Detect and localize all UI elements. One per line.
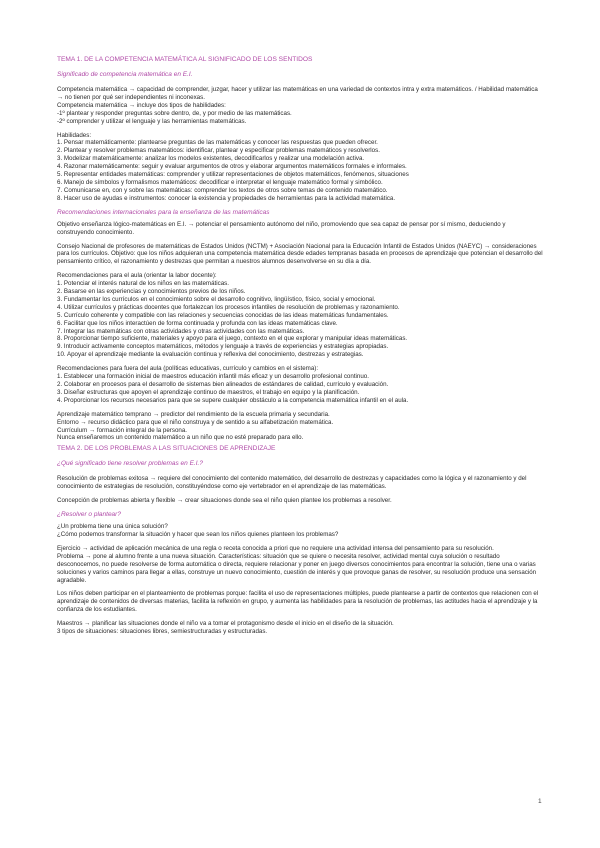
resolucion-paragraph: Resolución de problemas exitosa → requiere del conocimiento del contenido matemático, del desarrollo de destrezas y capacidades como la lógica y el razonamiento y del conocimiento de estrategias de resolución, constituyéndose como eje vertebrador en el aprendizaje de las matemáticas. bbox=[57, 475, 527, 491]
list-item: 5. Representar entidades matemáticas: comprender y utilizar representaciones de objetos matemáticos, fenómenos, situaciones bbox=[57, 171, 409, 179]
aula-title: Recomendaciones para el aula (orientar la labor docente): bbox=[57, 272, 217, 280]
list-item: 1. Establecer una formación inicial de maestros educación infantil más eficaz y un desarrollo profesional continuo. bbox=[57, 373, 369, 381]
list-item: 7. Integrar las matemáticas con otras actividades y otras actividades con las matemáticas. bbox=[57, 327, 305, 335]
resumen-line: Currículum → formación integral de la persona. bbox=[57, 426, 187, 434]
list-item: 4. Utilizar currículos y prácticas docentes que fortalezcan los procesos infantiles de resolución de problemas y razonamiento. bbox=[57, 303, 400, 311]
list-item: 3. Diseñar estructuras que apoyen el aprendizaje continuo de maestros, el trabajo en equipo y la planificación. bbox=[57, 388, 360, 396]
question-line: ¿Cómo podemos transformar la situación y hacer que sean los niños quienes planteen los problemas? bbox=[57, 530, 339, 538]
resumen-line: Nunca enseñaremos un contenido matemático a un niño que no esté preparado para ello. bbox=[57, 434, 304, 442]
list-item: 5. Currículo coherente y compatible con las relaciones y secuencias conocidas de las ideas matemáticas fundamentales. bbox=[57, 311, 389, 319]
resolver-subtitle: ¿Resolver o plantear? bbox=[57, 511, 121, 519]
intro-line: -2º comprender y utilizar el lenguaje y las herramientas matemáticas. bbox=[57, 117, 247, 125]
resumen-line: Aprendizaje matemático temprano → predictor del rendimiento de la escuela primaria y secundaria. bbox=[57, 410, 330, 418]
maestros-line: 3 tipos de situaciones: situaciones libres, semiestructuradas y estructuradas. bbox=[57, 628, 268, 636]
objetivo-paragraph: Objetivo enseñanza lógico-matemáticas en E.I. → potenciar el pensamiento autónomo del niño, promoviendo que sea capaz de pensar por sí mismo, deduciendo y construyendo conocimiento. bbox=[57, 220, 506, 236]
tema1-subtitle: Significado de competencia matemática en E.I. bbox=[57, 71, 193, 78]
problema-paragraph: Problema → pone al alumno frente a una nueva situación. Características: situación que se quiere o necesita resolver, actividad mental cuya solución o resultado desconocemos, no puede resolverse de forma automática o directa, requiere relacionar y poner en juego diversos conocimientos para encontrar la solución, tiene una o varias soluciones y varios caminos para llegar a ellas, construye un nuevo conocimiento, cuestión de interés y que provoque ganas de resolver, su resolución produce una sensación agradable. bbox=[57, 552, 537, 584]
list-item: 3. Modelizar matemáticamente: analizar los modelos existentes, decodificarlos y realizar una modelación activa. bbox=[57, 155, 365, 163]
intro-line: -1º plantear y responder preguntas sobre dentro, de, y por medio de las matemáticas. bbox=[57, 109, 292, 117]
list-item: 1. Potenciar el interés natural de los niños en las matemáticas. bbox=[57, 280, 229, 288]
list-item: 3. Fundamentar los currículos en el conocimiento sobre el desarrollo cognitivo, lingüístico, físico, social y emocional. bbox=[57, 295, 376, 303]
list-item: 4. Razonar matemáticamente: seguir y evaluar argumentos de otros y elaborar argumentos matemáticos formales e informales. bbox=[57, 163, 407, 171]
resumen-line: Entorno → recurso didáctico para que el niño construya y de sentido a su alfabetización matemática. bbox=[57, 418, 334, 426]
list-item: 8. Proporcionar tiempo suficiente, materiales y apoyo para el juego, contexto en el que explorar y manipular ideas matemáticas. bbox=[57, 335, 408, 343]
tema2-subtitle: ¿Qué significado tiene resolver problemas en E.I.? bbox=[57, 460, 203, 468]
document-page bbox=[57, 56, 543, 636]
recomendaciones-subtitle: Recomendaciones internacionales para la enseñanza de las matemáticas bbox=[57, 208, 270, 216]
list-item: 2. Plantear y resolver problemas matemáticos: identificar, plantear y especificar problemas matemáticos y resolverlos. bbox=[57, 147, 380, 155]
list-item: 8. Hacer uso de ayudas e instrumentos: conocer la existencia y propiedades de herramientas para la actividad matemática. bbox=[57, 194, 396, 202]
list-item: 7. Comunicarse en, con y sobre las matemáticas: comprender los textos de otros sobre temas de contenido matemático. bbox=[57, 186, 388, 194]
list-item: 6. Manejo de símbolos y formalismos matemáticos: decodificar e interpretar el lenguaje matemático formal y simbólico. bbox=[57, 178, 383, 186]
list-item: 4. Proporcionar los recursos necesarios para que se supere cualquier obstáculo a la competencia matemática infantil en el aula. bbox=[57, 396, 409, 404]
list-item: 10. Apoyar el aprendizaje mediante la evaluación continua y reflexiva del conocimiento, destrezas y estrategias. bbox=[57, 351, 364, 359]
fuera-title: Recomendaciones para fuera del aula (políticas educativas, currículo y cambios en el sistema): bbox=[57, 365, 319, 373]
list-item: 1. Pensar matemáticamente: plantearse preguntas de las matemáticas y conocer las respuestas que pueden ofrecer. bbox=[57, 139, 378, 147]
habilidades-title: Habilidades: bbox=[57, 131, 92, 139]
consejo-paragraph: Consejo Nacional de profesores de matemáticas de Estados Unidos (NCTM) + Asociación Nacional para la Educación Infantil de Estados Unidos (NAEYC) → consideraciones para los currículos. Objetivo: que los niños adquieran una competencia matemática desde edades tempranas basada en procesos de aprendizaje que potencian el desarrollo del pensamiento crítico, el razonamiento y destrezas que permitan a nuestros alumnos desenvolverse en su día a día. bbox=[57, 242, 543, 266]
page-number: 1 bbox=[538, 798, 542, 805]
list-item: 2. Colaborar en procesos para el desarrollo de sistemas bien alineados de estándares de calidad, currículo y evaluación. bbox=[57, 381, 389, 388]
tema1-title: TEMA 1. DE LA COMPETENCIA MATEMÁTICA AL SIGNIFICADO DE LOS SENTIDOS bbox=[57, 56, 313, 63]
list-item: 2. Basarse en las experiencias y conocimientos previos de los niños. bbox=[57, 288, 246, 296]
ninos-paragraph: Los niños deben participar en el planteamiento de problemas porque: facilita el uso de representaciones múltiples, puede plantearse a partir de contextos que relacionen con el aprendizaje de contenidos de diversas materias, facilita la reflexión en grupo, y aumenta las habilidades para la resolución de problemas, las actitudes hacia el aprendizaje y la confianza de los estudiantes. bbox=[57, 590, 539, 614]
list-item: 9. Introducir activamente conceptos matemáticos, métodos y lenguaje a través de experiencias y estrategias apropiadas. bbox=[57, 343, 389, 351]
question-line: ¿Un problema tiene una única solución? bbox=[57, 523, 168, 531]
intro-line: Competencia matemática → incluye dos tipos de habilidades: bbox=[57, 101, 226, 109]
ejercicio-paragraph: Ejercicio → actividad de aplicación mecánica de una regla o receta conocida a priori que no requiere una actividad intensa del pensamiento para su resolución. bbox=[57, 544, 494, 552]
concepcion-paragraph: Concepción de problemas abierta y flexible → crear situaciones donde sea el niño quien plantee los problemas a resolver. bbox=[57, 497, 392, 505]
list-item: 6. Facilitar que los niños interactúen de forma continuada y profunda con las ideas matemáticas clave. bbox=[57, 319, 338, 327]
maestros-line: Maestros → planificar las situaciones donde el niño va a tomar el protagonismo desde el inicio en el diseño de la situación. bbox=[57, 620, 394, 628]
intro-paragraph: Competencia matemática → capacidad de comprender, juzgar, hacer y utilizar las matemáticas en una variedad de contextos intra y extra matemáticos. / Habilidad matemática → no tienen por qué ser independientes ni inconexas. bbox=[57, 86, 538, 101]
tema2-title: TEMA 2. DE LOS PROBLEMAS A LAS SITUACIONES DE APRENDIZAJE bbox=[57, 445, 276, 453]
